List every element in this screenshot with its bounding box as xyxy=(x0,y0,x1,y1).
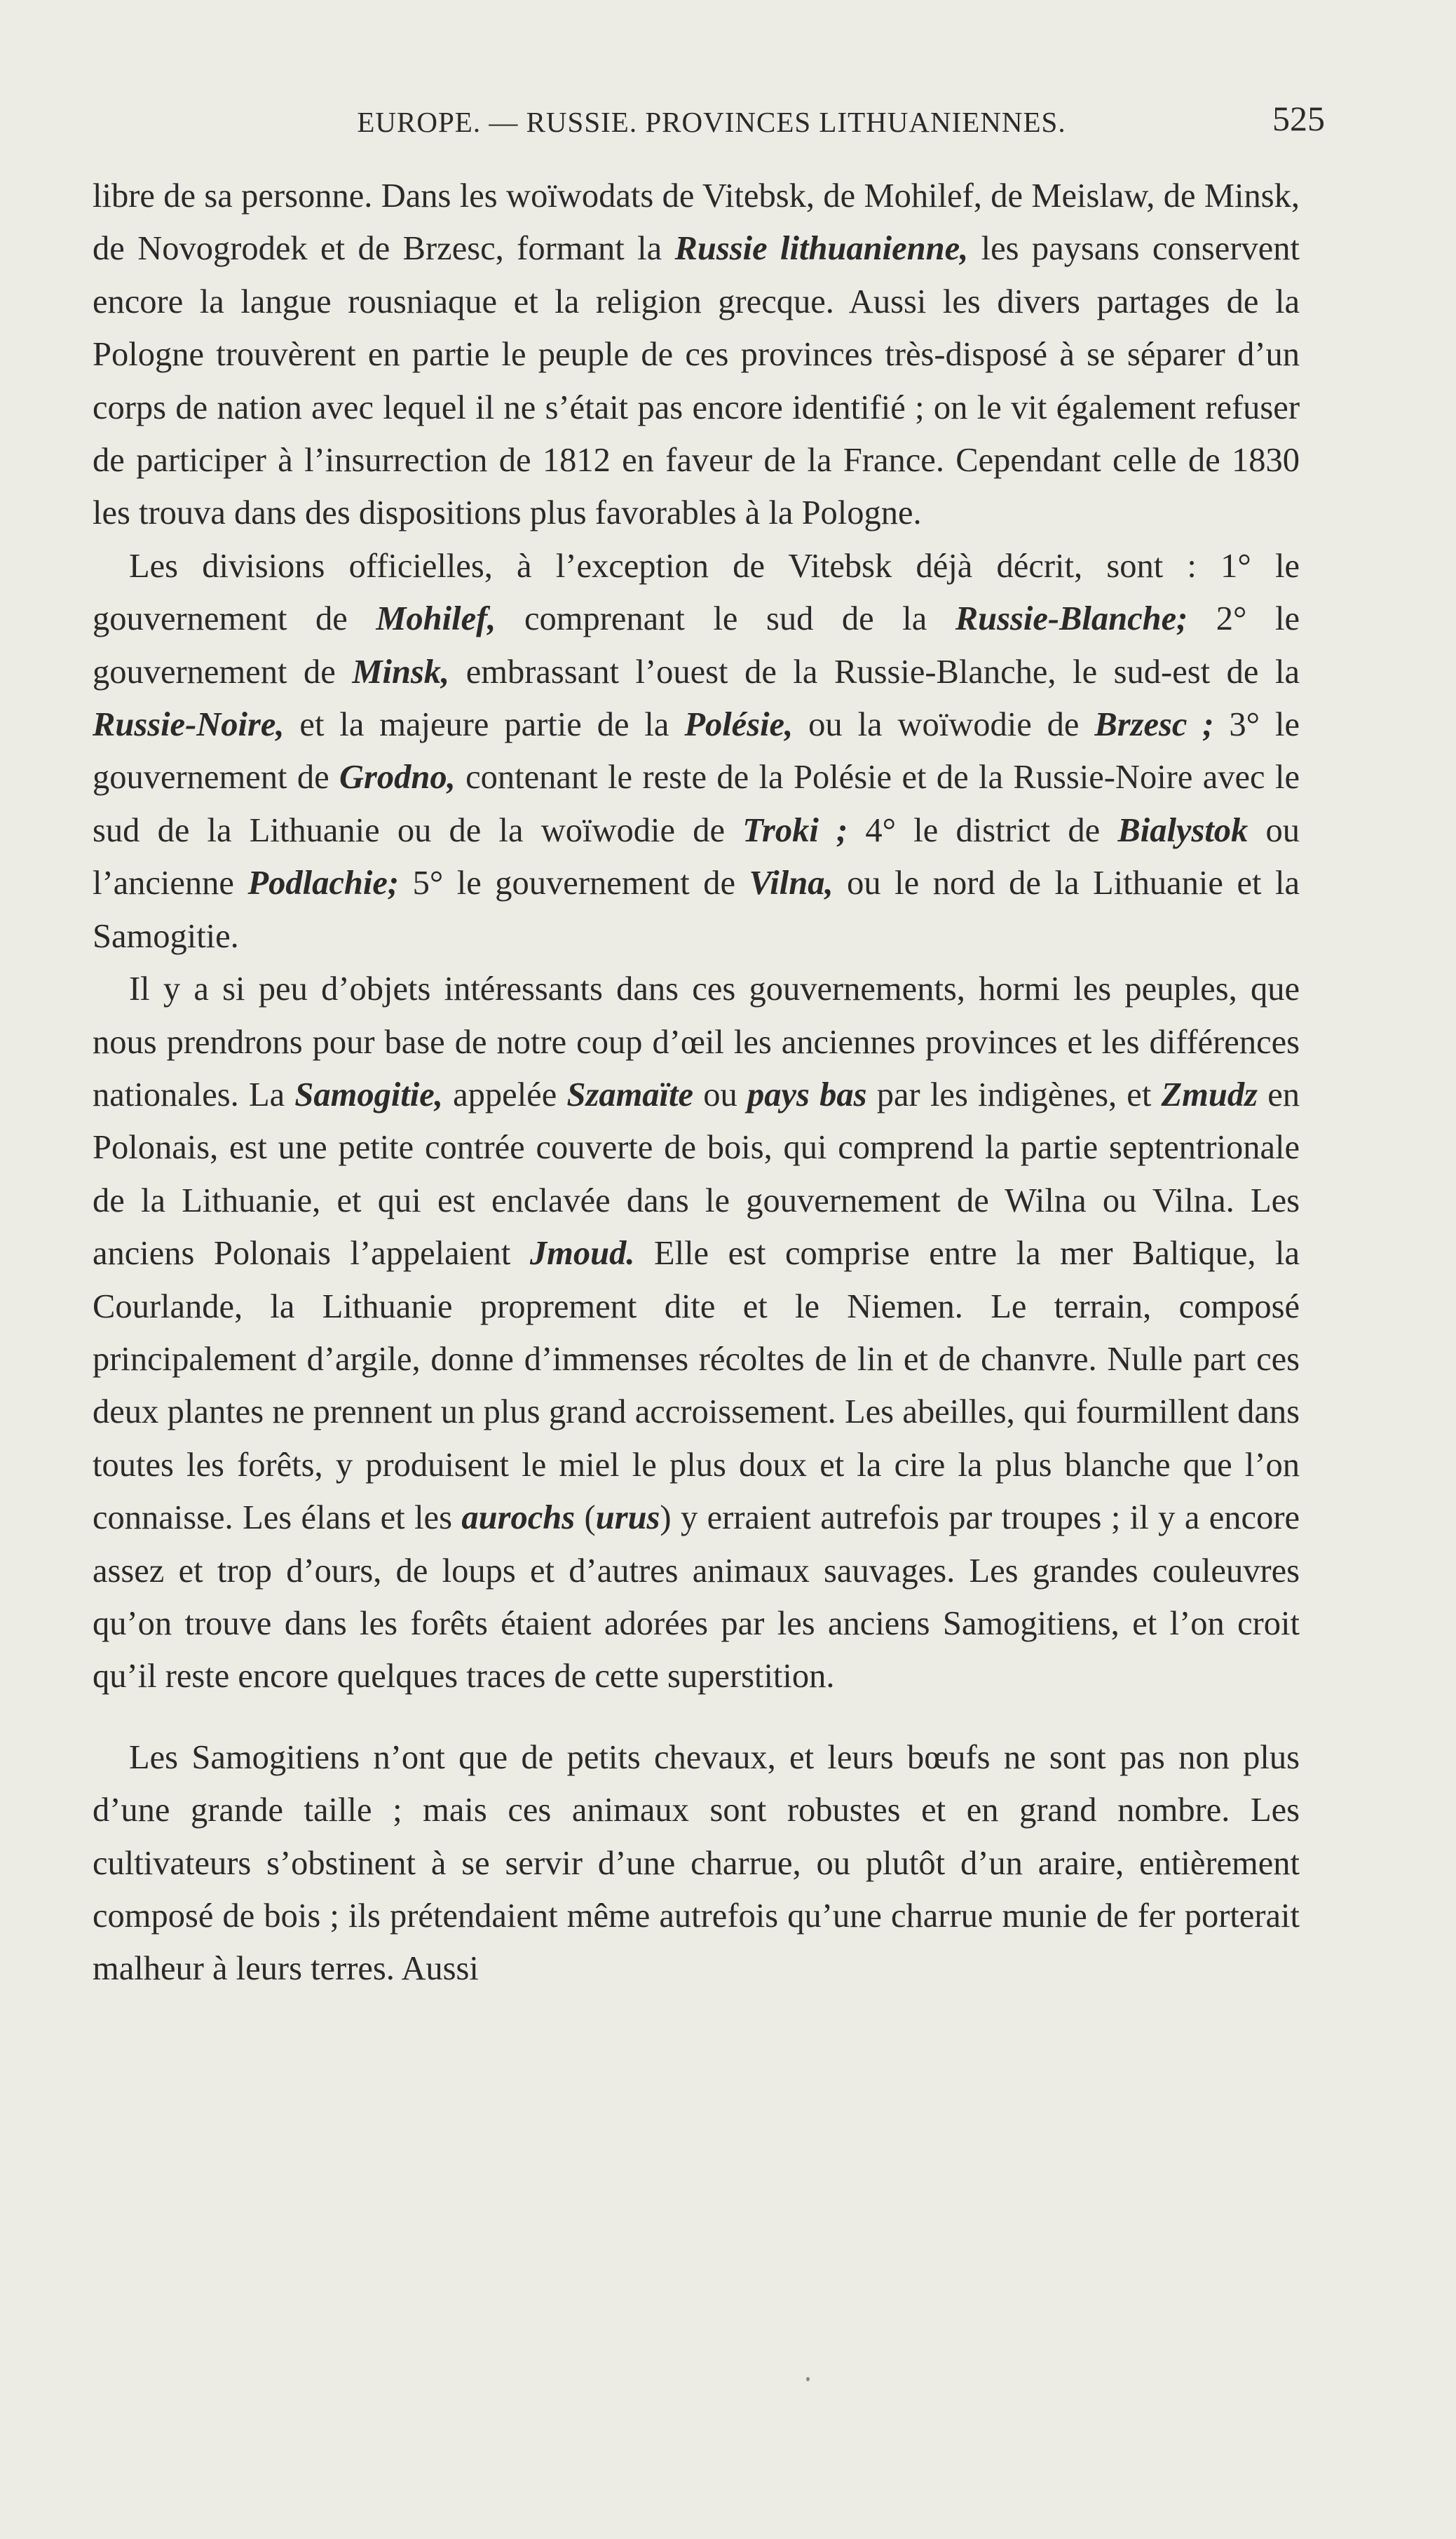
italic-term: Zmudz xyxy=(1161,1076,1258,1113)
text-run: ) y erraient autrefois par troupes ; il y a encore assez et trop d’ours, de loups et d’autres animaux sauvages. Les grandes couleuvres qu’on trouve dans les forêts étaient adorées par les anciens Samogitiens, et l’on croit qu’il reste encore quelques traces de cette superstition. xyxy=(93,1499,1300,1695)
italic-term: Bialystok xyxy=(1117,811,1249,849)
italic-term: Russie-Blanche; xyxy=(955,600,1188,638)
text-run: comprenant le sud de la xyxy=(496,600,955,638)
text-run: Il y a si peu d’objets intéressants dans ces gouvernements, hormi les peuples, que nous prendrons pour base de notre coup d’œil les anciennes provinces et les différences nationales. La xyxy=(93,970,1300,1113)
italic-term: aurochs xyxy=(461,1499,576,1537)
text-run: embrassant l’ouest de la Russie-Blanche, le sud-est de la xyxy=(449,653,1300,691)
body-text xyxy=(93,170,1300,1996)
text-run: Les divisions officielles, à l’exception de Vitebsk déjà décrit, sont : 1° le gouvernement de xyxy=(93,547,1300,638)
text-run: ou la woïwodie de xyxy=(793,706,1095,744)
text-run: ou l’ancienne xyxy=(93,811,1300,902)
italic-term: Polésie, xyxy=(684,706,794,744)
text-run: contenant le reste de la Polésie et de la Russie-Noire avec le sud de la Lithuanie ou de la woïwodie de xyxy=(93,759,1300,849)
text-run: libre de sa personne. Dans les woïwodats de Vitebsk, de Mohilef, de Meislaw, de Minsk, de Novogrodek et de Brzesc, formant la xyxy=(93,177,1300,268)
italic-term: Russie lithuanienne, xyxy=(674,230,969,268)
page-header xyxy=(98,98,1325,154)
text-run: 4° le district de xyxy=(848,811,1118,849)
italic-term: pays bas xyxy=(747,1076,867,1113)
running-head: EUROPE. — RUSSIE. PROVINCES LITHUANIENNES. xyxy=(357,106,1066,138)
ink-speck xyxy=(806,2377,810,2381)
italic-term: Vilna, xyxy=(749,865,834,902)
page-number: 525 xyxy=(1272,99,1325,138)
italic-term: Szamaïte xyxy=(566,1076,694,1113)
text-run: ou le nord de la Lithuanie et la Samogitie. xyxy=(93,865,1300,955)
paragraph xyxy=(93,540,1300,963)
italic-term: Minsk, xyxy=(352,653,450,691)
italic-term: urus xyxy=(595,1499,660,1537)
paragraph xyxy=(93,963,1300,1703)
italic-term: Samogitie, xyxy=(294,1076,443,1113)
italic-term: Troki ; xyxy=(742,811,848,849)
text-run: ou xyxy=(693,1076,748,1113)
italic-term: Grodno, xyxy=(339,759,456,797)
italic-term: Brzesc ; xyxy=(1094,706,1214,744)
paragraph xyxy=(93,1731,1300,1996)
text-run: et la majeure partie de la xyxy=(284,706,685,744)
italic-term: Podlachie; xyxy=(247,865,400,902)
text-run: 5° le gouvernement de xyxy=(399,865,749,902)
text-run: les paysans conservent encore la langue rousniaque et la religion grecque. Aussi les divers partages de la Pologne trouvèrent en partie le peuple de ces provinces très-disposé à se séparer d’un corps de nation avec lequel il ne s’était pas encore identifié ; on le vit également refuser de participer à l’insurrection de 1812 en faveur de la France. Cependant celle de 1830 les trouva dans des dispositions plus favorables à la Pologne. xyxy=(93,230,1300,532)
text-run: 2° le gouvernement de xyxy=(93,600,1300,691)
text-run: ( xyxy=(575,1499,596,1537)
text-run: par les indigènes, et xyxy=(866,1076,1162,1113)
italic-term: Jmoud. xyxy=(529,1235,635,1273)
text-run: appelée xyxy=(442,1076,567,1113)
text-run: en Polonais, est une petite contrée couverte de bois, qui comprend la partie septentrionale de la Lithuanie, et qui est enclavée dans le gouvernement de Wilna ou Vilna. Les anciens Polonais l’appelaient xyxy=(93,1076,1300,1273)
italic-term: Russie-Noire, xyxy=(93,706,285,744)
text-run: 3° le gouvernement de xyxy=(93,706,1300,797)
text-run: Les Samogitiens n’ont que de petits chevaux, et leurs bœufs ne sont pas non plus d’une grande taille ; mais ces animaux sont robustes et en grand nombre. Les cultivateurs s’obstinent à se servir d’une charrue, ou plutôt d’un araire, entièrement composé de bois ; ils prétendaient même autrefois qu’une charrue munie de fer porterait malheur à leurs terres. Aussi xyxy=(93,1738,1300,1988)
paragraph xyxy=(93,170,1300,540)
text-run: Elle est comprise entre la mer Baltique, la Courlande, la Lithuanie proprement dite et le Niemen. Le terrain, composé principalement d’argile, donne d’immenses récoltes de lin et de chanvre. Nulle part ces deux plantes ne prennent un plus grand accroissement. Les abeilles, qui fourmillent dans toutes les forêts, y produisent le miel le plus doux et la cire la plus blanche que l’on connaisse. Les élans et les xyxy=(93,1235,1300,1537)
italic-term: Mohilef, xyxy=(376,600,496,638)
